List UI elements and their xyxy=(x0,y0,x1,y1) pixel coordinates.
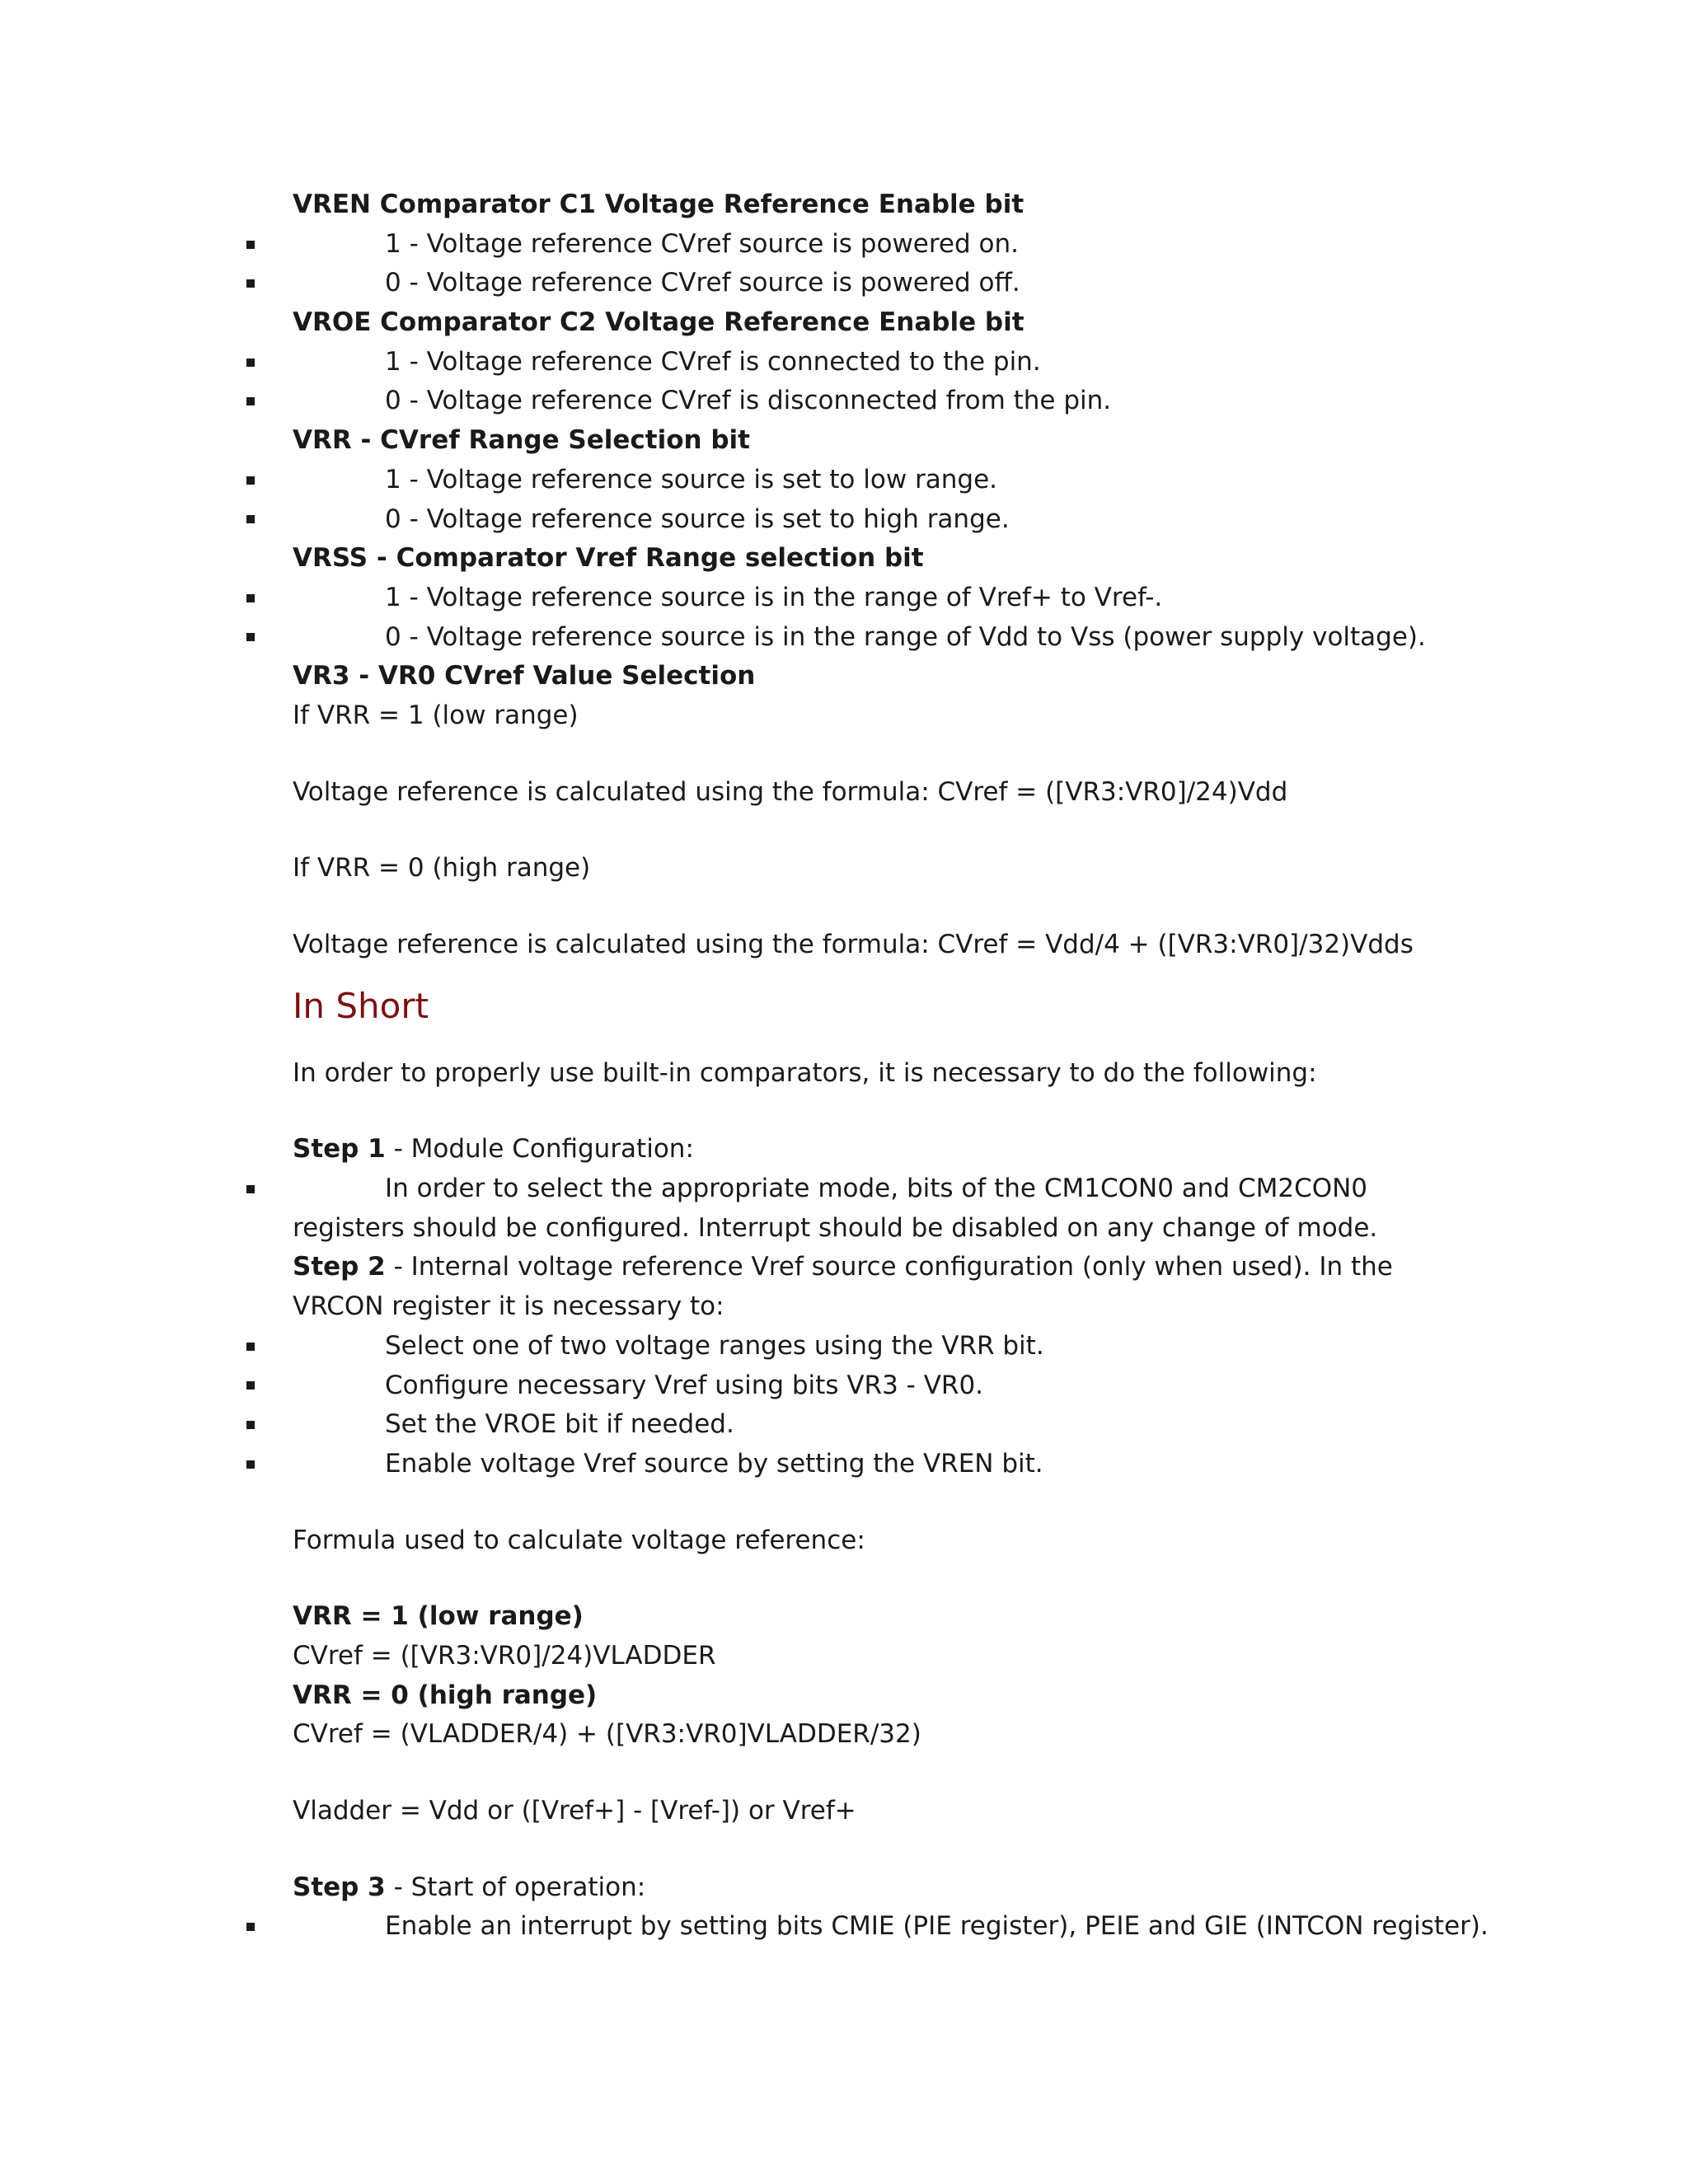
list-item: 0 - Voltage reference CVref is disconnected from the pin. xyxy=(293,382,1405,421)
bullet-icon xyxy=(246,1327,255,1366)
bullet-icon xyxy=(246,264,255,303)
vroe-heading: VROE Comparator C2 Voltage Reference Enable bit xyxy=(293,307,1025,338)
step-text: - Start of operation: xyxy=(385,1872,646,1902)
list-item: 1 - Voltage reference source is in the range of Vref+ to Vref-. xyxy=(293,579,1405,618)
list-item: 1 - Voltage reference CVref source is powered on. xyxy=(293,225,1405,265)
step-label: Step 2 xyxy=(293,1252,386,1282)
vladder-definition: Vladder = Vdd or ([Vref+] - [Vref-]) or Vref+ xyxy=(293,1796,856,1826)
bullet-icon xyxy=(246,500,255,540)
vr3-heading: VR3 - VR0 CVref Value Selection xyxy=(293,661,756,691)
bullet-icon xyxy=(246,1445,255,1484)
list-item: 0 - Voltage reference source is in the range of Vdd to Vss (power supply voltage). xyxy=(293,618,1405,658)
step-text: - Module Configuration: xyxy=(385,1134,694,1165)
list-item: Set the VROE bit if needed. xyxy=(293,1405,1405,1445)
bullet-icon xyxy=(246,579,255,618)
low-range-formula: Voltage reference is calculated using the formula: CVref = ([VR3:VR0]/24)Vdd xyxy=(293,776,1288,807)
vren-heading: VREN Comparator C1 Voltage Reference Enable bit xyxy=(293,190,1025,219)
list-item: In order to select the appropriate mode, bits of the CM1CON0 and CM2CON0 registers should be configured. Interrupt should be disabled on any change of mode. xyxy=(293,1169,1405,1248)
low-range-formula: CVref = ([VR3:VR0]/24)VLADDER xyxy=(293,1641,716,1671)
bullet-icon xyxy=(246,1366,255,1406)
bullet-icon xyxy=(246,618,255,658)
bullet-icon xyxy=(246,1907,255,1947)
step-label: Step 3 xyxy=(293,1872,386,1902)
high-range-condition: If VRR = 0 (high range) xyxy=(293,853,591,883)
step-text: - Internal voltage reference Vref source configuration (only when used). In the VRCON register it is necessary to: xyxy=(293,1252,1393,1322)
section-title: In Short xyxy=(293,985,429,1026)
bullet-icon xyxy=(246,1405,255,1445)
bullet-icon xyxy=(246,1169,255,1209)
document-body xyxy=(293,185,1489,1947)
step-label: Step 1 xyxy=(293,1134,386,1165)
bullet-icon xyxy=(246,343,255,382)
bullet-icon xyxy=(246,225,255,265)
list-item: Select one of two voltage ranges using the VRR bit. xyxy=(293,1327,1405,1366)
intro-paragraph: In order to properly use built-in comparators, it is necessary to do the following: xyxy=(293,1057,1317,1088)
list-item: Enable an interrupt by setting bits CMIE (PIE register), PEIE and GIE (INTCON register). xyxy=(293,1907,1405,1947)
list-item: 0 - Voltage reference source is set to high range. xyxy=(293,500,1405,540)
list-item: 0 - Voltage reference CVref source is powered off. xyxy=(293,264,1405,303)
high-range-formula: Voltage reference is calculated using the formula: CVref = Vdd/4 + ([VR3:VR0]/32)Vdds xyxy=(293,930,1414,959)
step3-line xyxy=(293,1868,1405,1908)
high-range-label: VRR = 0 (high range) xyxy=(293,1680,598,1710)
list-item: Configure necessary Vref using bits VR3 - VR0. xyxy=(293,1366,1405,1406)
bullet-icon xyxy=(246,382,255,421)
high-range-formula: CVref = (VLADDER/4) + ([VR3:VR0]VLADDER/32) xyxy=(293,1719,921,1750)
vrss-heading: VRSS - Comparator Vref Range selection bit xyxy=(293,543,924,574)
formula-intro: Formula used to calculate voltage reference: xyxy=(293,1525,865,1555)
low-range-condition: If VRR = 1 (low range) xyxy=(293,700,579,730)
low-range-label: VRR = 1 (low range) xyxy=(293,1601,584,1632)
list-item: 1 - Voltage reference source is set to low range. xyxy=(293,461,1405,500)
list-item: Enable voltage Vref source by setting the VREN bit. xyxy=(293,1445,1405,1484)
bullet-icon xyxy=(246,461,255,500)
list-item: 1 - Voltage reference CVref is connected to the pin. xyxy=(293,343,1405,382)
step2-line xyxy=(293,1248,1405,1326)
step1-line xyxy=(293,1130,1405,1169)
vrr-heading: VRR - CVref Range Selection bit xyxy=(293,425,751,456)
